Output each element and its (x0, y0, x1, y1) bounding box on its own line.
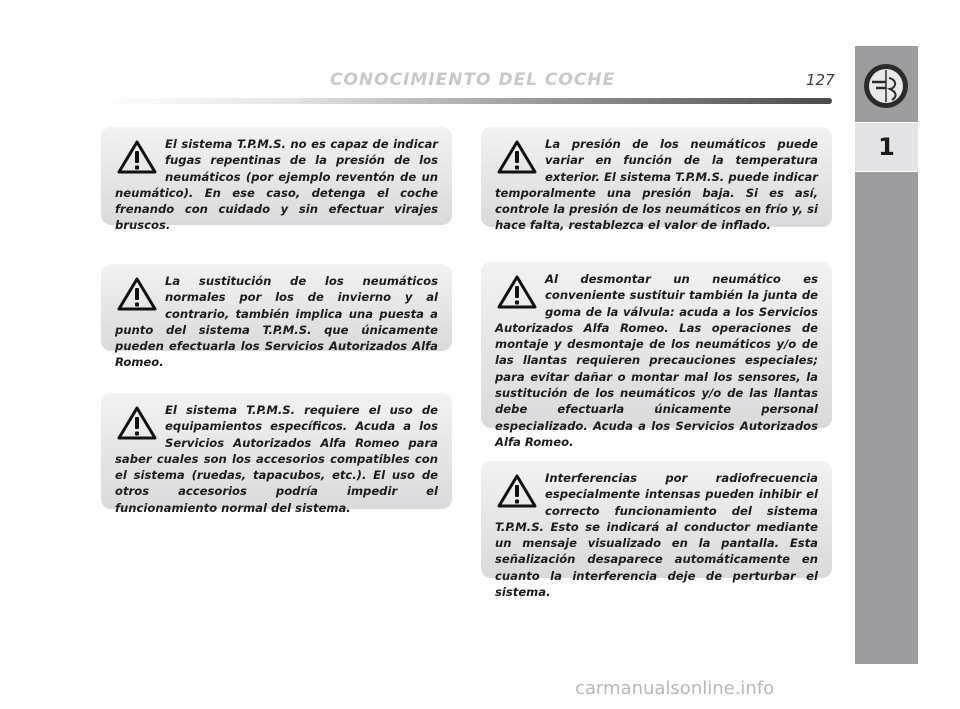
warning-text: El sistema T.P.M.S. requiere el uso de equipamientos específicos. Acuda a los Servicios Autorizados Alfa Romeo para saber cuales son los accesorios compatibles con el sistema (ruedas, tapacubos, etc.). El uso de otros accesorios podría impedir el funcionamiento normal del sistema. (115, 403, 438, 515)
header-rule (100, 98, 832, 104)
page-header-title: CONOCIMIENTO DEL COCHE (330, 70, 616, 90)
warning-box (481, 461, 832, 600)
warning-box (101, 393, 452, 515)
warning-box (101, 264, 452, 370)
warning-text: La presión de los neumáticos puede variar en función de la temperatura exterior. El sistema T.P.M.S. puede indicar temporalmente una presión baja. Si es así, controle la presión de los neumáticos en frío y, si hace falta, restablezca el valor de inflado. (495, 137, 818, 233)
warning-box (101, 127, 452, 233)
alfa-romeo-logo-icon (862, 62, 910, 110)
warning-triangle-icon (117, 140, 157, 174)
page-number: 127 (806, 71, 835, 89)
section-number: 1 (878, 133, 895, 161)
warning-triangle-icon (497, 140, 537, 174)
warning-text: La sustitución de los neumáticos normales por los de invierno y al contrario, también implica una puesta a punto del sistema T.P.M.S. que únicamente pueden efectuarla los Servicios Autorizados Alfa Romeo. (115, 274, 438, 370)
warning-box (481, 262, 832, 449)
warning-triangle-icon (497, 474, 537, 508)
section-tab[interactable] (855, 122, 918, 172)
warning-triangle-icon (117, 277, 157, 311)
warning-triangle-icon (497, 275, 537, 309)
warning-triangle-icon (117, 406, 157, 440)
footer-watermark: carmanualsonline.info (575, 678, 775, 699)
warning-box (481, 127, 832, 233)
warning-text: Interferencias por radiofrecuencia especialmente intensas pueden inhibir el correcto funcionamiento del sistema T.P.M.S. Esto se indicará al conductor mediante un mensaje visualizado en la pantalla. Esta señalización desaparece automáticamente en cuanto la interferencia deje de perturbar el sistema. (495, 471, 818, 600)
warning-text: Al desmontar un neumático es conveniente sustituir también la junta de goma de la válvula: acuda a los Servicios Autorizados Alfa Romeo. Las operaciones de montaje y desmontaje de los neumáticos y/o de las llantas requieren precauciones especiales; para evitar dañar o montar mal los sensores, la sustitución de los neumáticos y/o de las llantas debe efectuarla únicamente personal especializado. Acuda a los Servicios Autorizados Alfa Romeo. (495, 272, 818, 449)
warning-text: El sistema T.P.M.S. no es capaz de indicar fugas repentinas de la presión de los neumáticos (por ejemplo reventón de un neumático). En ese caso, detenga el coche frenando con cuidado y sin efectuar virajes bruscos. (115, 137, 438, 233)
